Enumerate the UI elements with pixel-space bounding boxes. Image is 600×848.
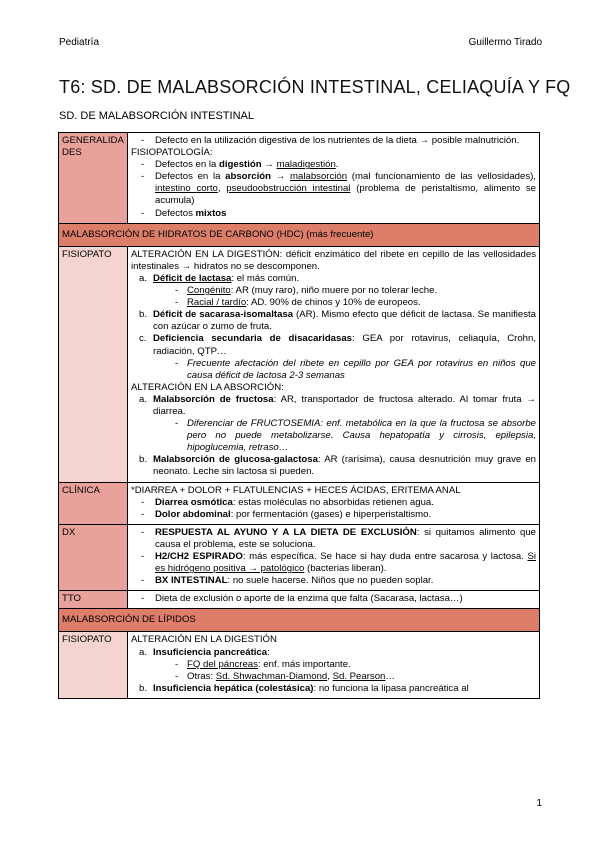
bullet	[131, 527, 536, 551]
text: ,	[217, 183, 227, 195]
text: (problema de peristaltismo, alimento se acumula)	[155, 183, 536, 207]
bullet	[131, 159, 536, 171]
sub-bullet	[131, 418, 536, 454]
text: .	[335, 159, 339, 171]
text: : AR (muy raro), niño muere por no tolerar leche.	[230, 285, 438, 297]
bold-text: Insuficiencia pancreática	[153, 646, 268, 658]
bullet-text: Defecto en la utilización digestiva de los nutrientes de la dieta → posible malnutrición.	[155, 135, 520, 146]
dash-marker: -	[175, 297, 179, 309]
dash-marker: -	[141, 508, 145, 520]
row-content	[128, 524, 540, 590]
lettered-item	[131, 309, 536, 333]
row-dx	[59, 524, 540, 590]
underlined-text: FQ del páncreas	[187, 658, 258, 670]
dash-marker: -	[175, 670, 179, 682]
letter-marker: b.	[139, 682, 148, 694]
text: : enf. más importante.	[257, 658, 351, 670]
row-lipidos-fisiopato	[59, 632, 540, 698]
text: (mal funcionamiento de las vellosidades),	[347, 171, 536, 183]
dash-marker: -	[141, 575, 145, 587]
label-text: GENERALIDADES	[62, 135, 124, 159]
underlined-text: pseudoobstrucción intestinal	[226, 183, 351, 195]
dash-marker: -	[141, 496, 145, 508]
text: : GEA por rotavirus, celiaquía, Crohn, radiación, QTP…	[153, 333, 537, 357]
bold-text: Dolor abdominal	[155, 508, 231, 520]
bullet	[131, 171, 536, 207]
bold-text: Déficit de sacarasa-isomaltasa	[153, 309, 294, 321]
letter-marker: a.	[139, 646, 148, 658]
text: : el más común.	[231, 272, 300, 284]
text: : no suele hacerse. Niños que no pueden soplar.	[227, 575, 434, 587]
row-hdc-fisiopato	[59, 246, 540, 482]
text: Defectos en la	[155, 159, 219, 171]
text: : no funciona la lipasa pancreática al	[313, 682, 469, 694]
row-label	[59, 133, 128, 224]
row-label: DX	[59, 524, 128, 590]
lettered-item	[131, 683, 536, 695]
section-subtitle: SD. DE MALABSORCIÓN INTESTINAL	[59, 110, 254, 122]
text: ,	[327, 670, 333, 682]
bullet	[131, 208, 536, 220]
section-row-hdc	[59, 223, 540, 246]
dash-marker: -	[175, 658, 179, 670]
row-tto	[59, 591, 540, 609]
italic-text: Diferenciar de FRUCTOSEMIA: enf. metabólica en la que la fructosa se absorbe pero no puede metabolizarse. Causa hepatopatía y cirrosis, epilepsia, hipoglucemia, retraso…	[187, 418, 536, 454]
underlined-text: Congénito	[187, 285, 231, 297]
text: →	[271, 171, 291, 183]
row-content	[128, 133, 540, 224]
bold-text: Malabsorción de glucosa-galactosa	[153, 454, 318, 466]
underlined-text: malabsorción	[290, 171, 348, 183]
text: Defectos en la	[155, 171, 226, 183]
underlined-text: intestino corto	[155, 183, 218, 195]
text: Otras:	[187, 670, 216, 682]
page-number: 1	[536, 798, 542, 809]
text: : por fermentación (gases) e hiperperistaltismo.	[230, 508, 432, 520]
dash-marker: -	[141, 526, 145, 538]
text: …	[385, 670, 395, 682]
text: Defectos	[155, 207, 196, 219]
row-label: TTO	[59, 591, 128, 609]
letter-marker: a.	[139, 272, 148, 284]
row-content	[128, 482, 540, 524]
lettered-item	[131, 394, 536, 418]
sub-bullet	[131, 659, 536, 671]
bullet-text: Dieta de exclusión o aporte de la enzima que falta (Sacarasa, lactasa…)	[155, 593, 463, 605]
row-label: FISIOPATO	[59, 632, 128, 698]
subheading: ALTERACIÓN EN LA DIGESTIÓN	[131, 634, 277, 646]
text: : más específica. Se hace si hay duda entre sacarosa y lactosa.	[242, 551, 528, 562]
bullet	[131, 551, 536, 575]
section-row-lipidos	[59, 609, 540, 632]
sub-bullet	[131, 358, 536, 382]
letter-marker: c.	[139, 333, 147, 345]
bold-text: digestión	[219, 159, 262, 171]
subheading: FISIOPATOLOGÍA:	[131, 147, 213, 159]
lettered-item	[131, 647, 536, 659]
notes-table	[58, 132, 540, 699]
row-generalidades	[59, 133, 540, 224]
bold-text: Déficit de lactasa	[153, 272, 232, 284]
underlined-text: Racial / tardío	[187, 297, 247, 309]
dash-marker: -	[141, 551, 145, 562]
header-author: Guillermo Tirado	[468, 37, 542, 48]
bullet	[131, 497, 536, 509]
page-title: T6: SD. DE MALABSORCIÓN INTESTINAL, CELIAQUÍA Y FQ	[59, 77, 571, 97]
text: : si quitamos alimento que causa el problema, este se soluciona.	[155, 526, 537, 550]
text: (AR). Mismo efecto que déficit de lactasa. Se manifiesta con azúcar o zumo de fruta.	[153, 309, 537, 333]
text: : AD. 90% de chinos y 10% de europeos.	[246, 297, 421, 309]
row-label: FISIOPATO	[59, 246, 128, 482]
lettered-item	[131, 273, 536, 285]
underlined-text: Sd. Pearson	[332, 670, 386, 682]
bold-text: RESPUESTA AL AYUNO Y A LA DIETA DE EXCLUSIÓN	[155, 526, 417, 538]
letter-marker: a.	[139, 393, 148, 405]
bold-text: H2/CH2 ESPIRADO	[155, 551, 243, 562]
subheading: ALTERACIÓN EN LA ABSORCIÓN:	[131, 381, 284, 393]
sub-bullet	[131, 285, 536, 297]
lettered-item	[131, 454, 536, 478]
section-title: MALABSORCIÓN DE HIDRATOS DE CARBONO (HDC) (más frecuente)	[59, 223, 540, 246]
paragraph: *DIARREA + DOLOR + FLATULENCIAS + HECES ÁCIDAS, ERITEMA ANAL	[131, 484, 461, 496]
bold-text: Deficiencia secundaria de disacaridasas	[153, 333, 353, 345]
bullet	[131, 575, 536, 587]
bold-text: Insuficiencia hepática (colestásica)	[153, 682, 314, 694]
bold-text: absorción	[225, 171, 271, 183]
dash-marker: -	[141, 135, 145, 146]
letter-marker: b.	[139, 309, 148, 321]
bullet	[131, 509, 536, 521]
dash-marker: -	[141, 171, 145, 183]
section-title: MALABSORCIÓN DE LÍPIDOS	[59, 609, 540, 632]
row-clinica	[59, 482, 540, 524]
dash-marker: -	[175, 418, 179, 430]
bold-text: BX INTESTINAL	[155, 575, 228, 587]
underlined-text: maladigestión	[276, 159, 336, 171]
letter-marker: b.	[139, 454, 148, 466]
text: : AR (rarísima), causa desnutrición muy grave en neonato. Leche sin lactosa si pueden.	[153, 454, 537, 478]
bold-text: Diarrea osmótica	[155, 496, 233, 508]
underlined-text: Sd. Shwachman-Diamond	[215, 670, 328, 682]
text: (bacterias liberan).	[304, 563, 387, 575]
text: →	[261, 159, 277, 171]
bold-text: mixtos	[195, 207, 227, 219]
paragraph: ALTERACIÓN EN LA DIGESTIÓN: déficit enzimático del ribete en cepillo de las vellosidades intestinales → hidratos no se descomponen.	[131, 248, 536, 272]
row-content	[128, 246, 540, 482]
lettered-item	[131, 333, 536, 357]
bold-text: Malabsorción de fructosa	[153, 393, 274, 405]
bullet	[131, 593, 536, 605]
dash-marker: -	[141, 159, 145, 171]
sub-bullet	[131, 297, 536, 309]
underlined-text: Si es hidrógeno positiva → patológico	[155, 551, 536, 575]
text: : estas moléculas no absorbidas retienen agua.	[232, 496, 434, 508]
row-content	[128, 591, 540, 609]
bullet	[131, 135, 536, 147]
row-label: CLÍNICA	[59, 482, 128, 524]
dash-marker: -	[141, 207, 145, 219]
text: :	[267, 646, 270, 658]
header-subject: Pediatría	[59, 37, 100, 48]
text: : AR, transportador de fructosa alterado. Al tomar fruta → diarrea.	[153, 393, 536, 417]
sub-bullet	[131, 671, 536, 683]
dash-marker: -	[141, 593, 145, 605]
dash-marker: -	[175, 285, 179, 297]
italic-text: Frecuente afectación del ribete en cepillo por GEA por rotavirus en niños que causa déficit de lactosa 2-3 semanas	[187, 357, 536, 381]
dash-marker: -	[175, 357, 179, 369]
row-content	[128, 632, 540, 698]
